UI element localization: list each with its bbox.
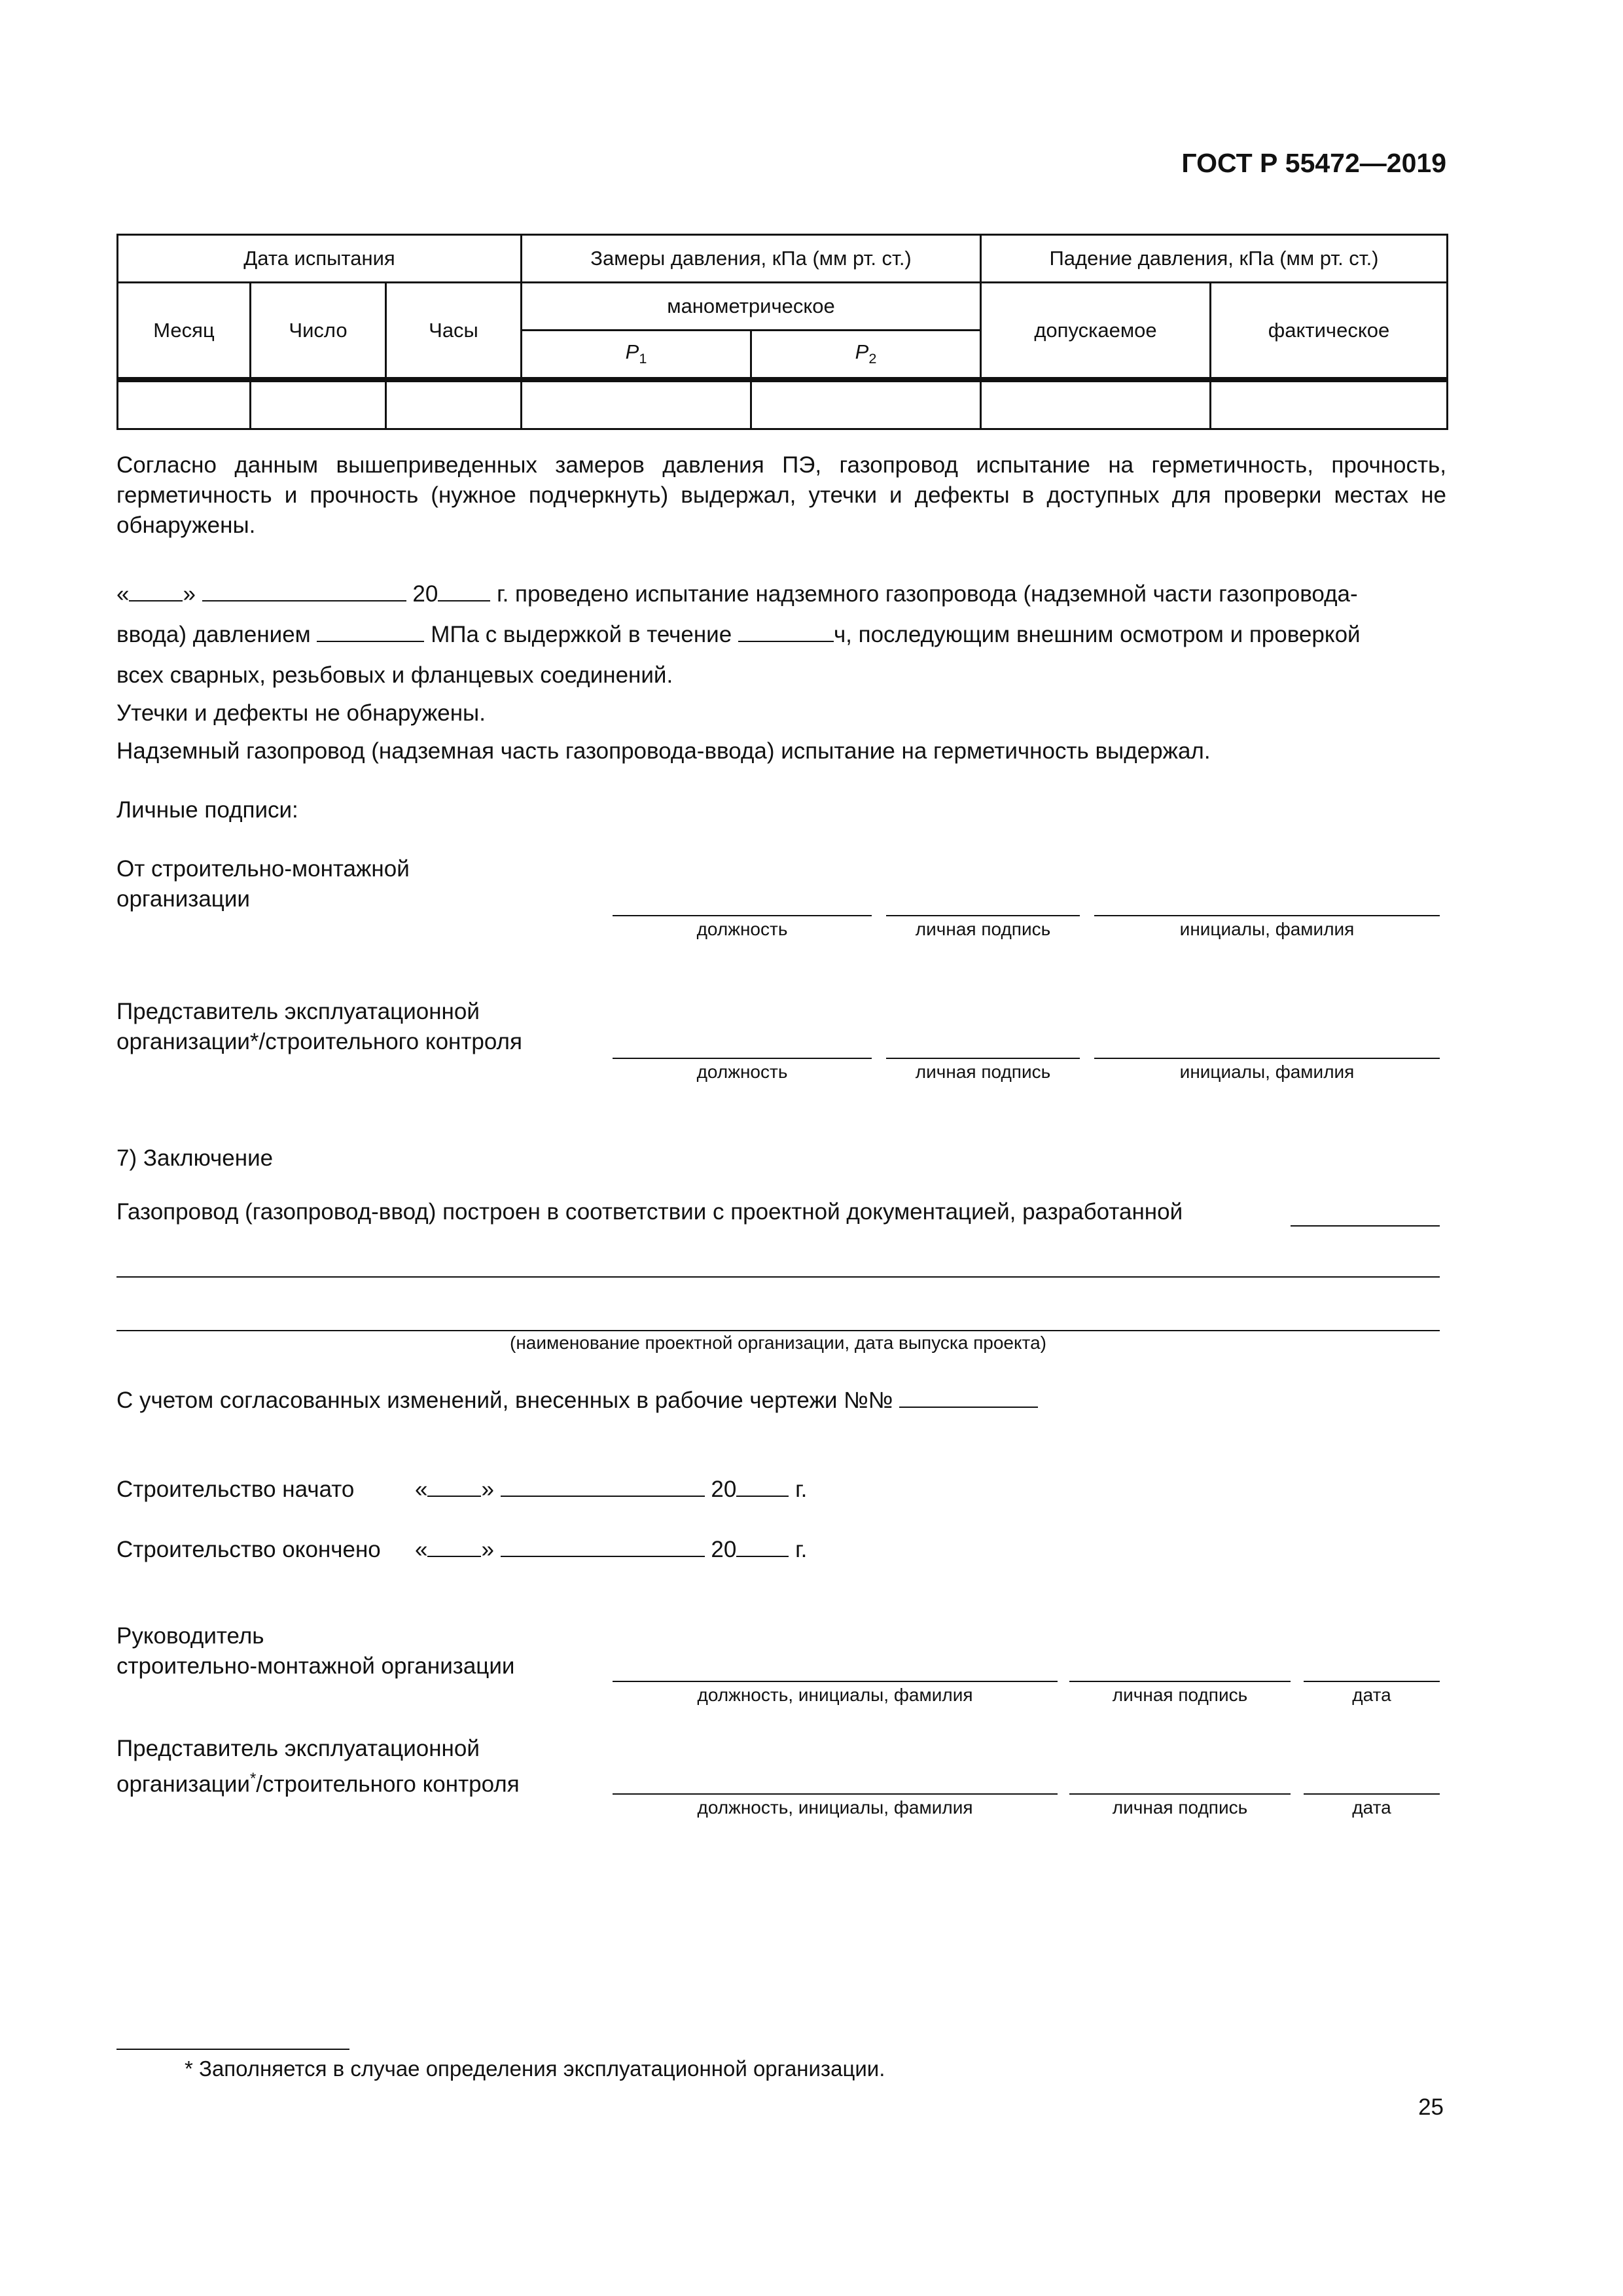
connections-line: всех сварных, резьбовых и фланцевых соединений. xyxy=(116,662,673,688)
caption-position-name: должность, инициалы, фамилия xyxy=(697,1685,973,1705)
caption-position-name: должность, инициалы, фамилия xyxy=(697,1797,973,1818)
org2-label-line1: Представитель эксплуатационной xyxy=(116,999,480,1024)
start-month-blank[interactable] xyxy=(501,1476,705,1497)
caption-date: дата xyxy=(1352,1797,1391,1818)
caption-signature: личная подпись xyxy=(915,919,1051,939)
no-leaks-line: Утечки и дефекты не обнаружены. xyxy=(116,700,486,726)
header-pressure-drop: Падение давления, кПа (мм рт. ст.) xyxy=(981,235,1448,283)
drawings-number-blank[interactable] xyxy=(899,1387,1038,1408)
designer-line-2[interactable] xyxy=(116,1276,1440,1278)
header-allowed: допускаемое xyxy=(981,283,1211,380)
caption-date: дата xyxy=(1352,1685,1391,1705)
org1-label-line2: организации xyxy=(116,886,250,912)
day-blank[interactable] xyxy=(129,581,183,601)
designer-line-3[interactable] xyxy=(116,1330,1440,1331)
rep-position-name-line[interactable] xyxy=(613,1793,1058,1795)
above-ground-result-line: Надземный газопровод (надземная часть газопровода-ввода) испытание на герметичность выдержал. xyxy=(116,738,1211,764)
org1-name-line[interactable] xyxy=(1094,915,1440,916)
cell-allowed[interactable] xyxy=(981,380,1211,429)
pressure-blank[interactable] xyxy=(317,621,424,642)
rep-date-line[interactable] xyxy=(1304,1793,1440,1795)
org2-label-line2: организации*/строительного контроля xyxy=(116,1029,522,1054)
section-7-title: 7) Заключение xyxy=(116,1145,274,1171)
month-blank[interactable] xyxy=(202,581,406,601)
pressure-line: ввода) давлением МПа с выдержкой в течение ч, последующим внешним осмотром и проверкой xyxy=(116,622,1361,647)
construction-finished-date: « » 20 г. xyxy=(415,1537,808,1562)
head-date-line[interactable] xyxy=(1304,1681,1440,1682)
org1-signature-line[interactable] xyxy=(886,915,1080,916)
signatures-title: Личные подписи: xyxy=(116,797,298,823)
changes-line: С учетом согласованных изменений, внесенных в рабочие чертежи №№ xyxy=(116,1386,1038,1415)
caption-name: инициалы, фамилия xyxy=(1179,919,1355,939)
project-caption: (наименование проектной организации, дата выпуска проекта) xyxy=(510,1333,1046,1353)
construction-started-label: Строительство начато xyxy=(116,1477,355,1502)
header-hours: Часы xyxy=(386,283,522,380)
construction-started-date: « » 20 г. xyxy=(415,1477,808,1502)
head-signature-line[interactable] xyxy=(1069,1681,1291,1682)
start-day-blank[interactable] xyxy=(427,1476,481,1497)
head-label-line1: Руководитель xyxy=(116,1623,264,1649)
rep-signature-line[interactable] xyxy=(1069,1793,1291,1795)
caption-name: инициалы, фамилия xyxy=(1179,1062,1355,1082)
construction-finished-label: Строительство окончено xyxy=(116,1537,381,1562)
org2-name-line[interactable] xyxy=(1094,1058,1440,1059)
caption-position: должность xyxy=(696,919,788,939)
header-p2: $P_2$ xyxy=(751,331,981,380)
cell-p2[interactable] xyxy=(751,380,981,429)
cell-p1[interactable] xyxy=(522,380,751,429)
caption-signature: личная подпись xyxy=(915,1062,1051,1082)
cell-actual[interactable] xyxy=(1211,380,1448,429)
finish-day-blank[interactable] xyxy=(427,1536,481,1557)
header-manometric: манометрическое xyxy=(522,283,981,331)
rep-label-line1: Представитель эксплуатационной xyxy=(116,1736,480,1761)
finish-year-blank[interactable] xyxy=(736,1536,789,1557)
document-number: ГОСТ Р 55472—2019 xyxy=(1181,148,1446,178)
header-actual: фактическое xyxy=(1211,283,1448,380)
test-result-paragraph: Согласно данным вышеприведенных замеров давления ПЭ, газопровод испытание на герметичность, прочность, герметичность и прочность (нужное подчеркнуть) выдержал, утечки и дефекты в доступных для проверки местах не обнаружены. xyxy=(116,452,1446,538)
footnote: * Заполняется в случае определения эксплуатационной организации. xyxy=(185,2056,885,2081)
org1-position-line[interactable] xyxy=(613,915,872,916)
org2-position-line[interactable] xyxy=(613,1058,872,1059)
cell-hours[interactable] xyxy=(386,380,522,429)
year-blank[interactable] xyxy=(438,581,490,601)
start-year-blank[interactable] xyxy=(736,1476,789,1497)
header-day: Число xyxy=(251,283,386,380)
head-position-name-line[interactable] xyxy=(613,1681,1058,1682)
footnote-divider xyxy=(116,2049,349,2050)
caption-signature: личная подпись xyxy=(1112,1797,1248,1818)
test-date-line: « » 20 г. проведено испытание надземного газопровода (надземной части газопровода- xyxy=(116,581,1358,607)
header-pressure-readings: Замеры давления, кПа (мм рт. ст.) xyxy=(522,235,981,283)
org1-label-line1: От строительно-монтажной xyxy=(116,856,410,882)
designer-blank[interactable] xyxy=(1291,1225,1440,1227)
header-month: Месяц xyxy=(118,283,251,380)
finish-month-blank[interactable] xyxy=(501,1536,705,1557)
header-p1: $P_1$ xyxy=(522,331,751,380)
caption-position: должность xyxy=(696,1062,788,1082)
head-label-line2: строительно-монтажной организации xyxy=(116,1653,515,1679)
header-test-date: Дата испытания xyxy=(118,235,522,283)
conclusion-text: Газопровод (газопровод-ввод) построен в соответствии с проектной документацией, разработанной xyxy=(116,1199,1183,1225)
rep-label-line2: организации*/строительного контроля xyxy=(116,1770,520,1797)
cell-month[interactable] xyxy=(118,380,251,429)
duration-blank[interactable] xyxy=(738,621,834,642)
pressure-table xyxy=(116,234,1448,430)
cell-day[interactable] xyxy=(251,380,386,429)
page-number: 25 xyxy=(1418,2094,1444,2120)
caption-signature: личная подпись xyxy=(1112,1685,1248,1705)
org2-signature-line[interactable] xyxy=(886,1058,1080,1059)
